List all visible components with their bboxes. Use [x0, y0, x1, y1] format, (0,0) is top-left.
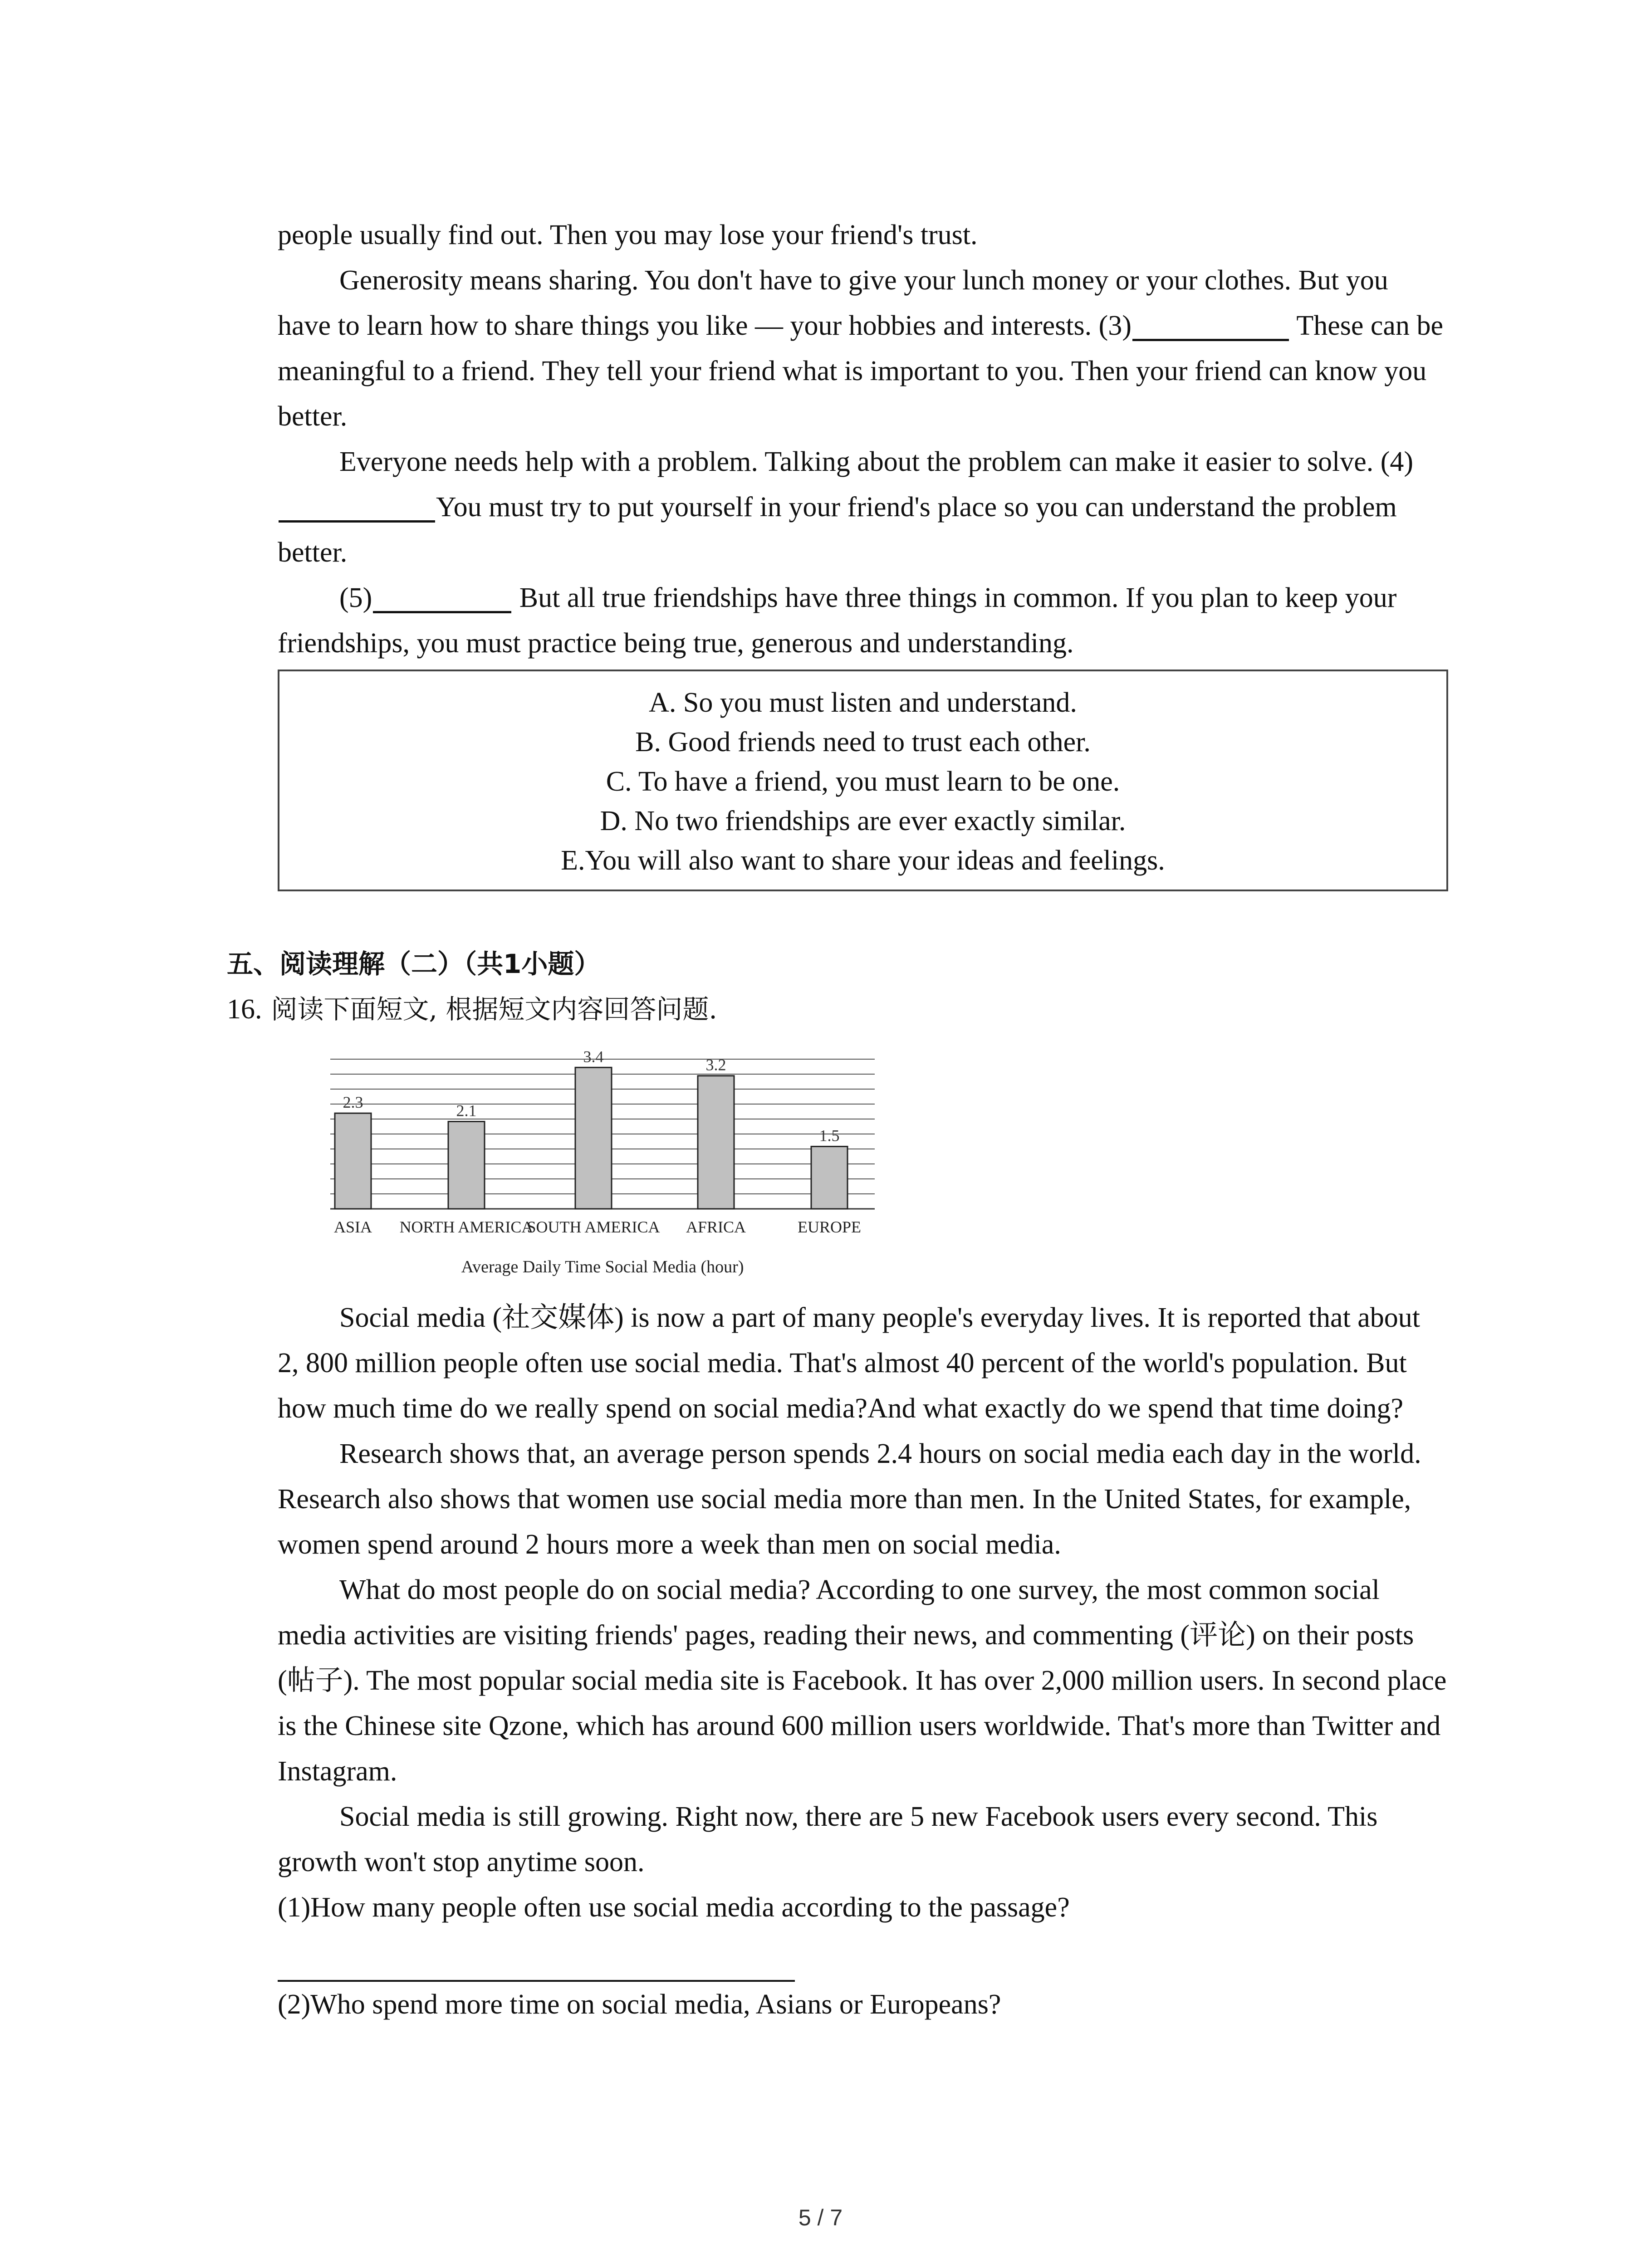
chart-value-label: 3.4: [583, 1047, 604, 1066]
options-box: [278, 670, 1448, 891]
chart-category-label: NORTH AMERICA: [399, 1218, 534, 1236]
bar-chart: [321, 1046, 911, 1281]
question-16: [227, 987, 1448, 1032]
chart-value-label: 3.2: [705, 1056, 726, 1074]
page-content: [227, 212, 1448, 2027]
chart-bar-europe: [811, 1147, 847, 1209]
chart-x-axis-label: Average Daily Time Social Media (hour): [461, 1257, 744, 1276]
option-e: E.You will also want to share your ideas and feelings.: [561, 845, 1165, 876]
paragraph-text: (5): [339, 582, 372, 613]
chart-bar-north-america: [448, 1122, 485, 1209]
question-instruction: 阅读下面短文, 根据短文内容回答问题.: [271, 994, 717, 1025]
bar-chart-svg: [321, 1046, 911, 1281]
paragraph-text: But all true friendships have three things in common. If you plan to keep your friendships, you must practice being true, generous and understanding.: [278, 582, 1397, 659]
blank-3[interactable]: [1132, 312, 1289, 341]
paragraph-help: [278, 439, 1448, 575]
chart-bar-africa: [698, 1076, 734, 1209]
chart-bar-asia: [335, 1113, 371, 1209]
option-c: C. To have a friend, you must learn to be one.: [606, 766, 1120, 797]
paragraph-text: These can be meaningful to a friend. They tell your friend what is important to you. Then your friend can know you better.: [278, 310, 1443, 432]
paragraph-five: [278, 575, 1448, 666]
chart-value-label: 2.1: [456, 1101, 477, 1120]
paragraph-text: Everyone needs help with a problem. Talking about the problem can make it easier to solve. (4): [339, 446, 1414, 477]
blank-4[interactable]: [279, 493, 435, 523]
chart-category-label: SOUTH AMERICA: [527, 1218, 660, 1236]
paragraph-generosity: [278, 258, 1448, 439]
chart-bar-south-america: [575, 1067, 612, 1209]
question-number: 16.: [227, 994, 262, 1025]
paragraph-text: You must try to put yourself in your friend's place so you can understand the problem better.: [278, 492, 1397, 568]
option-b: B. Good friends need to trust each other.: [635, 727, 1091, 758]
passage-line: people usually find out. Then you may lose your friend's trust.: [278, 220, 978, 250]
chart-category-label: ASIA: [333, 1218, 372, 1236]
chart-category-label: EUROPE: [797, 1218, 862, 1236]
paragraph: Social media (社交媒体) is now a part of many people's everyday lives. It is reported that about 2, 800 million people often use social media. That's almost 40 percent of the world's population. But how much time do we really spend on social media?And what exactly do we spend that time doing?: [278, 1302, 1421, 1424]
chart-category-label: AFRICA: [686, 1218, 746, 1236]
paragraph: Social media is still growing. Right now, there are 5 new Facebook users every second. This growth won't stop anytime soon.: [278, 1801, 1378, 1877]
chart-value-label: 2.3: [343, 1093, 363, 1112]
question-1: (1)How many people often use social media according to the passage?: [278, 1892, 1070, 1923]
page-number: 5 / 7: [798, 2205, 843, 2230]
paragraph-text: Generosity means sharing. You don't have to give your lunch money or your clothes. But you have to learn how to share things you like — your hobbies and interests. (3): [278, 265, 1388, 341]
option-a: A. So you must listen and understand.: [649, 687, 1077, 718]
option-d: D. No two friendships are ever exactly similar.: [600, 806, 1126, 836]
question-2: (2)Who spend more time on social media, Asians or Europeans?: [278, 1989, 1001, 2020]
chart-category-labels: [334, 1218, 861, 1236]
chart-value-label: 1.5: [819, 1126, 840, 1145]
paragraph: Research shows that, an average person spends 2.4 hours on social media each day in the world. Research also shows that women use social media more than men. In the United States, for example, women spend around 2 hours more a week than men on social media.: [278, 1438, 1421, 1560]
section-heading: 五、阅读理解（二）（共1小题）: [227, 948, 601, 979]
blank-5[interactable]: [373, 584, 511, 613]
paragraph: What do most people do on social media? According to one survey, the most common social media activities are visiting friends' pages, reading their news, and commenting (评论) on their posts (帖子). The most popular social media site is Facebook. It has over 2,000 million users. In second place is the Chinese site Qzone, which has around 600 million users worldwide. That's more than Twitter and Instagram.: [278, 1574, 1447, 1787]
answer-line-1[interactable]: [278, 1930, 795, 1982]
